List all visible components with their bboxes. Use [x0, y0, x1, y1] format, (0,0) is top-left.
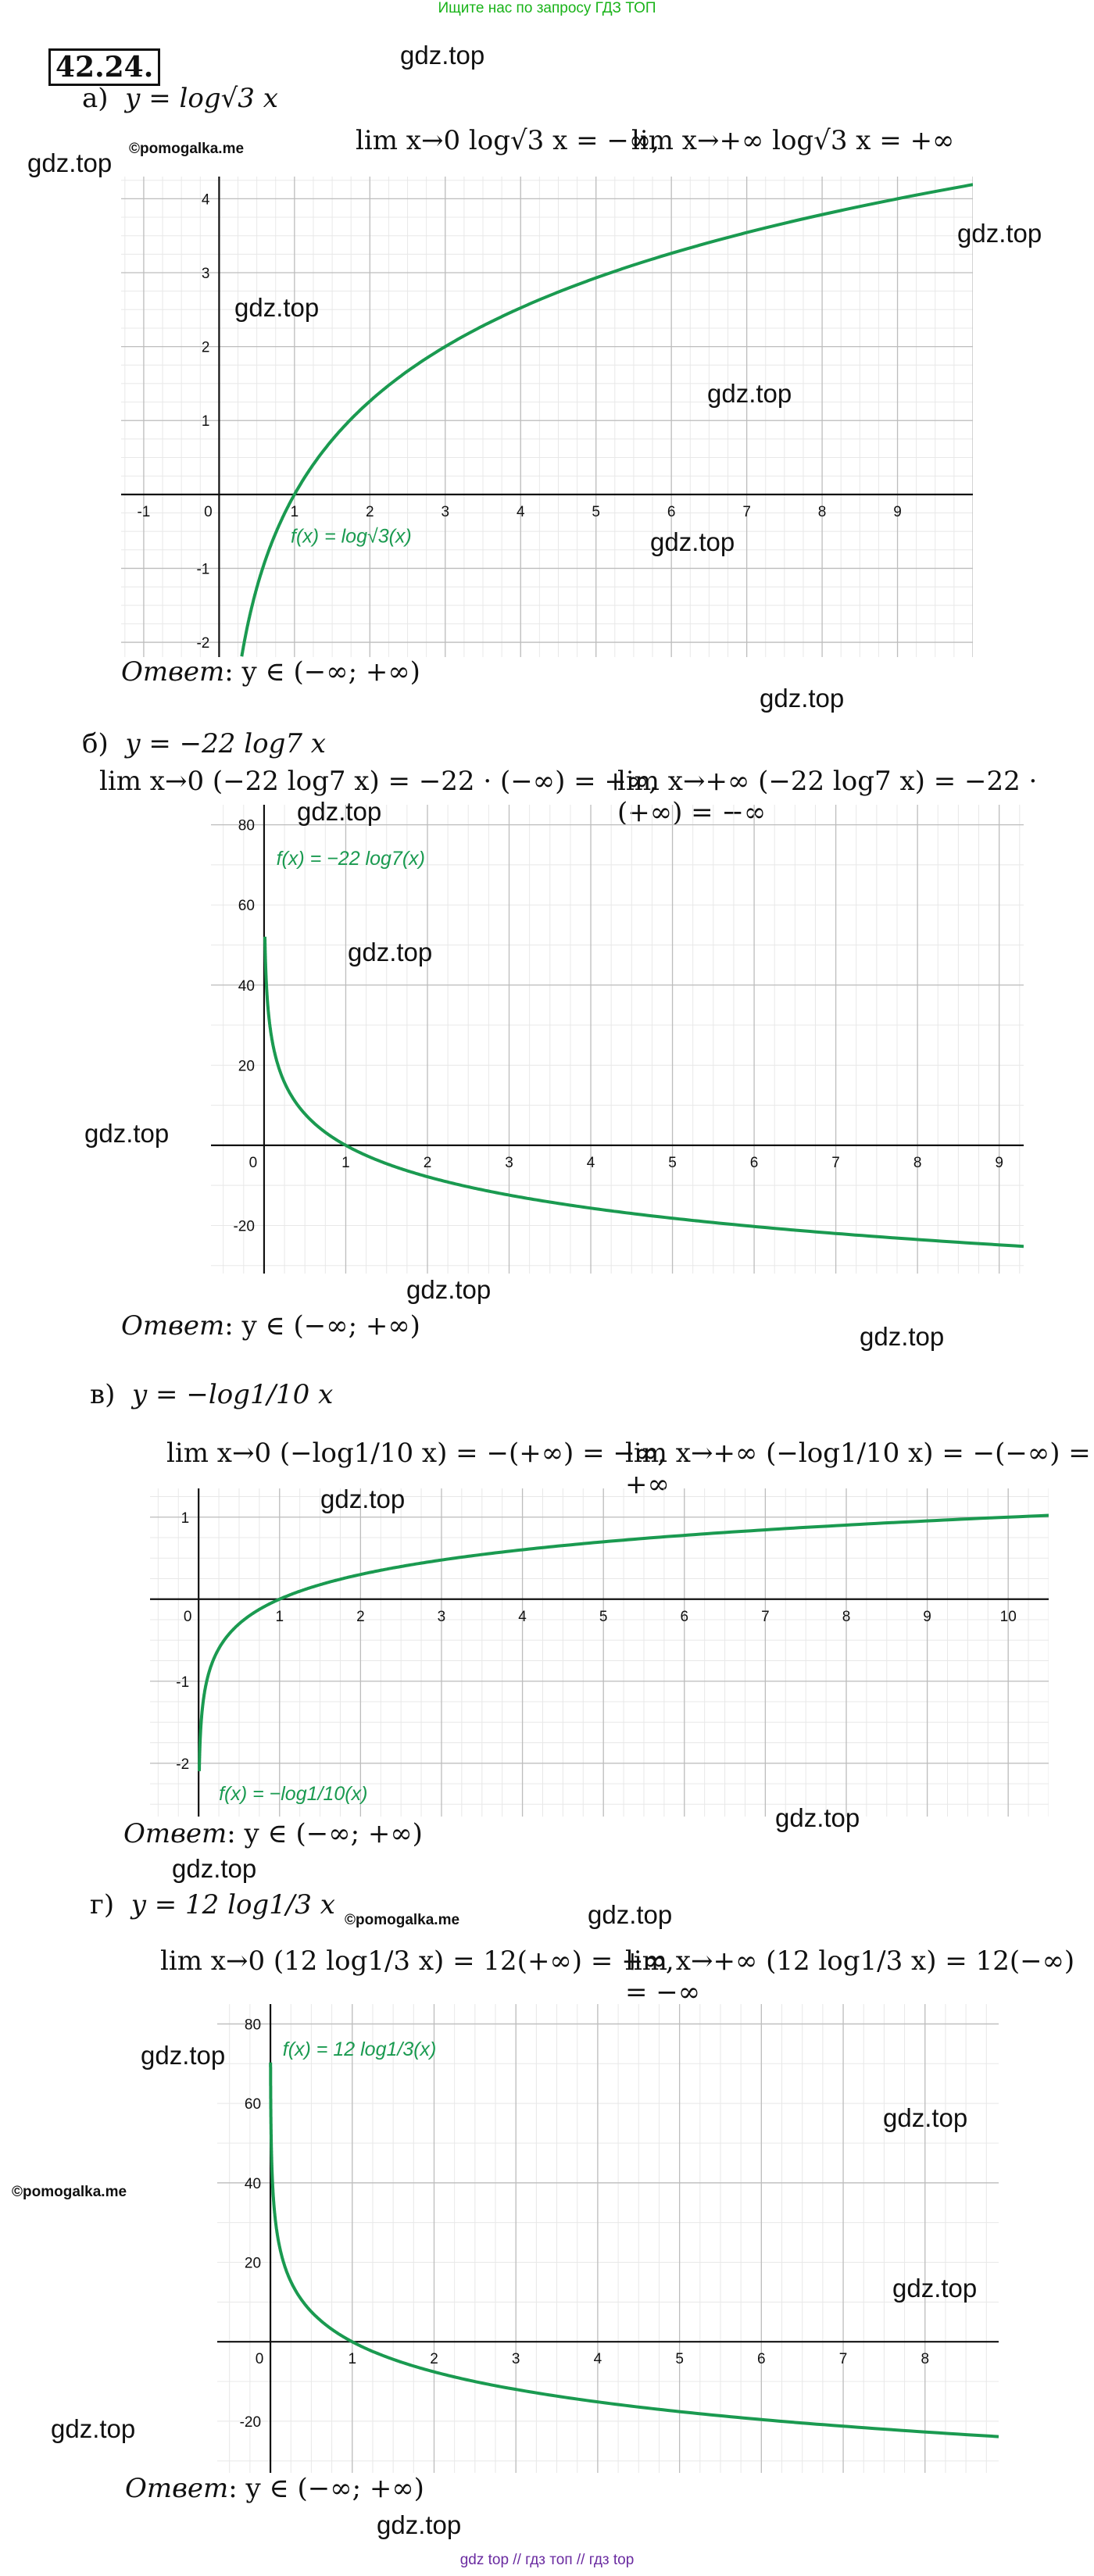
x-tick-label: 1: [290, 503, 299, 520]
curve-label: f(x) = −22 log7(x): [276, 847, 425, 870]
x-tick-label: 0: [255, 2351, 264, 2368]
answer-value: : y ∈ (−∞; +∞): [227, 1818, 423, 1849]
watermark-gdz: gdz.top: [957, 219, 1042, 248]
x-tick-label: 6: [757, 2351, 766, 2368]
watermark-gdz: gdz.top: [650, 527, 735, 556]
x-tick-label: 1: [275, 1608, 284, 1625]
x-tick-label: 10: [999, 1608, 1017, 1625]
watermark-gdz: gdz.top: [234, 293, 320, 322]
y-tick-label: 40: [238, 977, 255, 995]
x-tick-label: 1: [341, 1154, 350, 1171]
y-tick-label: 80: [238, 817, 255, 834]
part-b-heading: [82, 728, 326, 759]
x-tick-label: 2: [430, 2351, 438, 2368]
y-tick-label: -20: [233, 1218, 255, 1235]
part-d-limit-left: lim x→0 (12 log1/3 x) = 12(+∞) = +∞,: [160, 1945, 674, 1977]
watermark-gdz: gdz.top: [297, 797, 382, 826]
y-tick-label: -2: [196, 635, 210, 652]
watermark-gdz: gdz.top: [141, 2041, 226, 2070]
x-tick-label: 2: [366, 503, 374, 520]
part-c-heading: [90, 1379, 333, 1410]
top-banner[interactable]: Ищите нас по запросу ГДЗ ТОП: [438, 0, 656, 16]
x-tick-label: 0: [204, 503, 213, 520]
part-c-label: в): [90, 1379, 116, 1410]
x-tick-label: 7: [761, 1608, 770, 1625]
x-tick-label: 7: [742, 503, 751, 520]
x-tick-label: 2: [356, 1608, 365, 1625]
bottom-banner[interactable]: gdz top // гдз топ // гдз top: [459, 2552, 635, 2568]
y-tick-label: 20: [244, 2255, 262, 2272]
x-tick-label: 5: [592, 503, 600, 520]
part-a-limit-left: lim x→0 log√3 x = −∞,: [356, 125, 660, 156]
watermark-gdz: gdz.top: [172, 1854, 257, 1883]
x-tick-label: 6: [667, 503, 676, 520]
answer-label: Ответ: [121, 1310, 225, 1342]
answer-label: Ответ: [121, 656, 225, 688]
y-tick-label: 80: [244, 2017, 262, 2034]
watermark-gdz: gdz.top: [377, 2510, 462, 2539]
watermark-gdz: gdz.top: [320, 1485, 406, 1513]
part-b-limit-right: lim x→+∞ (−22 log7 x) = −22 · (+∞) = −∞: [617, 766, 1038, 828]
y-tick-label: 1: [201, 413, 210, 431]
x-tick-label: 3: [437, 1608, 446, 1625]
problem-number: 42.24.: [48, 48, 160, 86]
watermark-gdz: gdz.top: [406, 1275, 492, 1304]
y-tick-label: 4: [201, 191, 210, 209]
x-tick-label: 8: [921, 2351, 930, 2368]
y-tick-label: 1: [181, 1510, 190, 1527]
chart-d: [217, 2004, 999, 2473]
x-tick-label: 9: [923, 1608, 931, 1625]
y-tick-label: -1: [176, 1674, 190, 1691]
watermark-gdz: gdz.top: [892, 2274, 978, 2303]
y-tick-label: 60: [244, 2096, 262, 2113]
part-c-function: y = −log1/10 x: [132, 1379, 334, 1410]
part-d-limit-right: lim x→+∞ (12 log1/3 x) = 12(−∞) = −∞: [625, 1945, 1075, 2008]
y-tick-label: 2: [201, 339, 210, 356]
curve-label: f(x) = −log1/10(x): [219, 1783, 368, 1805]
part-a-heading: [82, 83, 278, 114]
x-tick-label: 7: [831, 1154, 840, 1171]
x-tick-label: 4: [516, 503, 525, 520]
answer-label: Ответ: [125, 2473, 229, 2504]
watermark-gdz: gdz.top: [707, 379, 792, 408]
x-tick-label: 2: [423, 1154, 432, 1171]
x-tick-label: 8: [842, 1608, 851, 1625]
y-tick-label: 40: [244, 2175, 262, 2192]
part-d-function: y = 12 log1/3 x: [130, 1889, 335, 1920]
answer-value: : y ∈ (−∞; +∞): [228, 2473, 424, 2504]
part-d-heading: [90, 1889, 335, 1920]
watermark-gdz: gdz.top: [883, 2103, 968, 2132]
watermark-gdz: gdz.top: [400, 41, 485, 70]
watermark-gdz: gdz.top: [860, 1322, 945, 1351]
watermark-gdz: gdz.top: [760, 684, 845, 713]
x-tick-label: 7: [838, 2351, 848, 2368]
x-tick-label: 0: [248, 1154, 258, 1171]
part-b-limit-left: lim x→0 (−22 log7 x) = −22 · (−∞) = +∞,: [99, 766, 658, 797]
x-tick-label: 1: [348, 2351, 357, 2368]
part-b-label: б): [82, 728, 109, 759]
part-b-function: y = −22 log7 x: [125, 728, 326, 759]
y-tick-label: 20: [238, 1058, 255, 1075]
answer-value: : y ∈ (−∞; +∞): [224, 1310, 420, 1342]
watermark-gdz: gdz.top: [348, 938, 433, 966]
curve-label: f(x) = 12 log1/3(x): [282, 2038, 437, 2061]
watermark-pomogalka: ©pomogalka.me: [345, 1912, 460, 1928]
x-tick-label: 3: [505, 1154, 513, 1171]
answer-label: Ответ: [123, 1818, 227, 1849]
part-a-label: а): [82, 83, 109, 114]
x-tick-label: 4: [586, 1154, 595, 1171]
part-a-answer: [121, 656, 420, 688]
x-tick-label: 9: [893, 503, 902, 520]
part-c-limit-left: lim x→0 (−log1/10 x) = −(+∞) = −∞,: [166, 1438, 667, 1469]
chart-a: [121, 177, 973, 657]
curve-line: [265, 937, 1024, 1246]
x-tick-label: 6: [749, 1154, 759, 1171]
y-tick-label: 60: [238, 898, 255, 915]
x-tick-label: -1: [137, 503, 151, 520]
x-tick-label: 4: [518, 1608, 527, 1625]
watermark-pomogalka: ©pomogalka.me: [12, 2184, 127, 2200]
y-tick-label: -2: [176, 1756, 190, 1773]
x-tick-label: 5: [675, 2351, 684, 2368]
watermark-pomogalka: ©pomogalka.me: [129, 141, 245, 157]
y-tick-label: -20: [239, 2413, 262, 2431]
y-tick-label: 3: [201, 266, 210, 282]
x-tick-label: 4: [593, 2351, 602, 2368]
part-a-limit-right: lim x→+∞ log√3 x = +∞: [631, 125, 955, 156]
x-tick-label: 5: [668, 1154, 677, 1171]
curve-label: f(x) = log√3(x): [291, 525, 412, 548]
x-tick-label: 8: [913, 1154, 922, 1171]
watermark-gdz: gdz.top: [588, 1900, 673, 1929]
watermark-gdz: gdz.top: [84, 1119, 170, 1148]
part-d-answer: [125, 2473, 424, 2504]
y-tick-label: -1: [196, 561, 210, 578]
watermark-gdz: gdz.top: [27, 148, 113, 177]
x-tick-label: 3: [511, 2351, 520, 2368]
x-tick-label: 9: [995, 1154, 1003, 1171]
x-tick-label: 0: [183, 1608, 192, 1625]
chart-c: [150, 1488, 1049, 1817]
x-tick-label: 6: [680, 1608, 689, 1625]
x-tick-label: 8: [817, 503, 827, 520]
part-d-label: г): [90, 1889, 115, 1920]
watermark-gdz: gdz.top: [51, 2414, 136, 2443]
x-tick-label: 3: [441, 503, 450, 520]
x-tick-label: 5: [599, 1608, 608, 1625]
chart-b: [211, 805, 1024, 1274]
watermark-gdz: gdz.top: [775, 1803, 860, 1832]
part-c-answer: [123, 1818, 423, 1849]
part-b-answer: [121, 1310, 420, 1342]
answer-value: : y ∈ (−∞; +∞): [224, 656, 420, 688]
part-a-function: y = log√3 x: [125, 83, 278, 114]
part-c-limit-right: lim x→+∞ (−log1/10 x) = −(−∞) = +∞: [625, 1438, 1091, 1500]
